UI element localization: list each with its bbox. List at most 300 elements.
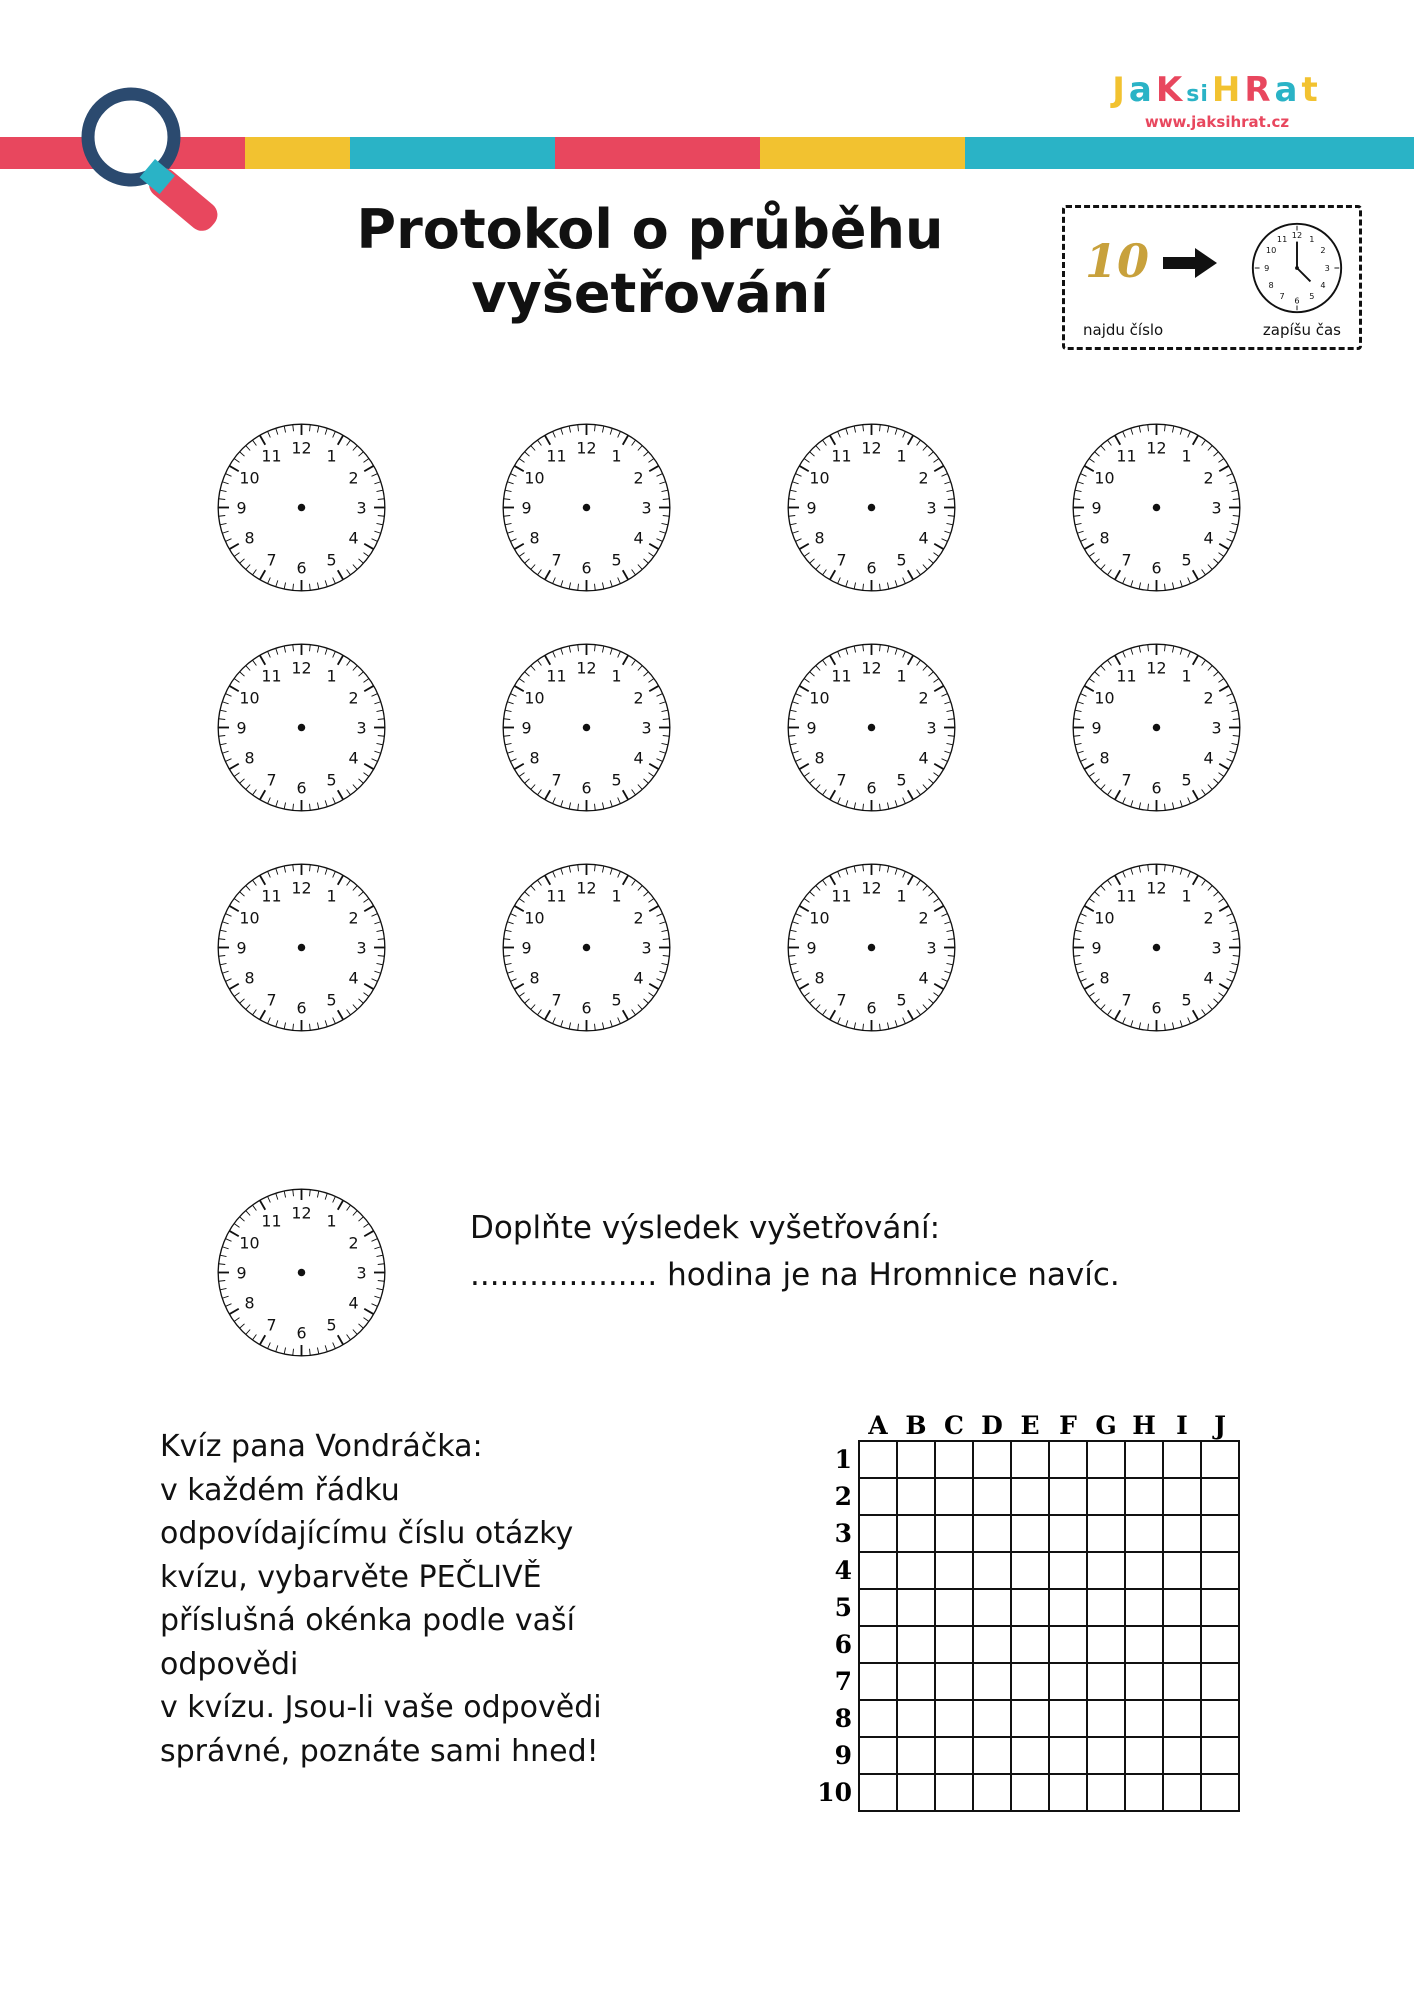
svg-text:6: 6 xyxy=(866,778,877,798)
quiz-cell-A10[interactable] xyxy=(859,1774,897,1811)
quiz-col-header-H: H xyxy=(1132,1410,1156,1440)
svg-text:9: 9 xyxy=(1091,718,1102,738)
quiz-cell-A3[interactable] xyxy=(859,1515,897,1552)
svg-text:10: 10 xyxy=(524,908,545,928)
quiz-cell-G4[interactable] xyxy=(1087,1552,1125,1589)
quiz-cell-F8[interactable] xyxy=(1049,1700,1087,1737)
svg-text:10: 10 xyxy=(239,908,260,928)
quiz-cell-F9[interactable] xyxy=(1049,1737,1087,1774)
svg-text:11: 11 xyxy=(1276,234,1288,245)
svg-text:10: 10 xyxy=(1094,908,1115,928)
quiz-cell-E7[interactable] xyxy=(1011,1663,1049,1700)
svg-text:1: 1 xyxy=(611,666,622,686)
svg-text:5: 5 xyxy=(611,550,622,570)
clock-11[interactable] xyxy=(784,860,959,1035)
svg-text:7: 7 xyxy=(1121,990,1132,1010)
svg-text:10: 10 xyxy=(239,468,260,488)
svg-text:9: 9 xyxy=(236,1263,247,1283)
svg-text:9: 9 xyxy=(1264,262,1270,273)
clock-1[interactable] xyxy=(214,420,389,595)
quiz-cell-G2[interactable] xyxy=(1087,1478,1125,1515)
svg-text:11: 11 xyxy=(831,886,852,906)
quiz-col-header-G: G xyxy=(1095,1410,1117,1440)
svg-text:7: 7 xyxy=(836,770,847,790)
svg-text:1: 1 xyxy=(896,886,907,906)
quiz-cell-G6[interactable] xyxy=(1087,1626,1125,1663)
clock-4[interactable] xyxy=(1069,420,1244,595)
quiz-cell-H6[interactable] xyxy=(1125,1626,1163,1663)
quiz-cell-J1[interactable] xyxy=(1201,1441,1239,1478)
quiz-cell-G5[interactable] xyxy=(1087,1589,1125,1626)
svg-text:6: 6 xyxy=(1294,295,1300,306)
svg-text:4: 4 xyxy=(1203,748,1214,768)
quiz-cell-A8[interactable] xyxy=(859,1700,897,1737)
svg-text:5: 5 xyxy=(896,990,907,1010)
clock-12[interactable] xyxy=(1069,860,1244,1035)
fill-in-line2[interactable]: ................... hodina je na Hromnice navíc. xyxy=(470,1256,1120,1293)
quiz-cell-F3[interactable] xyxy=(1049,1515,1087,1552)
svg-text:5: 5 xyxy=(1181,990,1192,1010)
quiz-cell-F10[interactable] xyxy=(1049,1774,1087,1811)
quiz-cell-A4[interactable] xyxy=(859,1552,897,1589)
svg-text:4: 4 xyxy=(918,748,929,768)
svg-text:1: 1 xyxy=(1181,446,1192,466)
svg-text:1: 1 xyxy=(1181,666,1192,686)
svg-text:12: 12 xyxy=(576,438,597,458)
svg-text:1: 1 xyxy=(326,666,337,686)
svg-text:11: 11 xyxy=(1116,886,1137,906)
svg-text:9: 9 xyxy=(1091,938,1102,958)
svg-text:2: 2 xyxy=(633,688,644,708)
quiz-instructions xyxy=(160,1425,760,1773)
svg-text:3: 3 xyxy=(641,938,652,958)
svg-text:10: 10 xyxy=(239,1233,260,1253)
quiz-cell-I3[interactable] xyxy=(1163,1515,1201,1552)
svg-text:4: 4 xyxy=(918,968,929,988)
arrow-right-icon xyxy=(1163,246,1218,280)
quiz-cell-C10[interactable] xyxy=(935,1774,973,1811)
quiz-cell-C3[interactable] xyxy=(935,1515,973,1552)
clock-10[interactable] xyxy=(499,860,674,1035)
quiz-cell-H8[interactable] xyxy=(1125,1700,1163,1737)
quiz-line-2: v každém řádku xyxy=(160,1472,400,1508)
quiz-cell-E2[interactable] xyxy=(1011,1478,1049,1515)
quiz-cell-B1[interactable] xyxy=(897,1441,935,1478)
quiz-col-header-D: D xyxy=(981,1410,1003,1440)
svg-text:8: 8 xyxy=(1099,748,1110,768)
quiz-cell-A9[interactable] xyxy=(859,1737,897,1774)
quiz-cell-D9[interactable] xyxy=(973,1737,1011,1774)
quiz-cell-C1[interactable] xyxy=(935,1441,973,1478)
clock-row-1 xyxy=(214,420,1222,595)
svg-text:12: 12 xyxy=(1146,878,1167,898)
svg-text:2: 2 xyxy=(1203,908,1214,928)
svg-text:2: 2 xyxy=(348,468,359,488)
quiz-cell-C5[interactable] xyxy=(935,1589,973,1626)
quiz-row-header-4: 4 xyxy=(834,1556,852,1585)
svg-text:5: 5 xyxy=(611,990,622,1010)
svg-text:10: 10 xyxy=(809,908,830,928)
svg-text:5: 5 xyxy=(326,770,337,790)
svg-text:7: 7 xyxy=(266,550,277,570)
svg-text:9: 9 xyxy=(236,718,247,738)
quiz-row-header-9: 9 xyxy=(834,1741,852,1770)
svg-text:7: 7 xyxy=(266,1315,277,1335)
quiz-cell-J3[interactable] xyxy=(1201,1515,1239,1552)
quiz-cell-C7[interactable] xyxy=(935,1663,973,1700)
svg-text:1: 1 xyxy=(1181,886,1192,906)
svg-text:8: 8 xyxy=(244,528,255,548)
svg-text:9: 9 xyxy=(806,498,817,518)
svg-text:10: 10 xyxy=(524,468,545,488)
quiz-line-1: Kvíz pana Vondráčka: xyxy=(160,1429,483,1464)
quiz-cell-C2[interactable] xyxy=(935,1478,973,1515)
svg-text:3: 3 xyxy=(1324,262,1330,273)
quiz-row-header-3: 3 xyxy=(834,1519,852,1548)
svg-text:4: 4 xyxy=(1203,968,1214,988)
fill-in-line1: Doplňte výsledek vyšetřování: xyxy=(470,1210,941,1246)
quiz-cell-D10[interactable] xyxy=(973,1774,1011,1811)
svg-text:12: 12 xyxy=(576,658,597,678)
quiz-grid-corner xyxy=(815,1410,859,1441)
brand-letter-2: a xyxy=(1128,70,1153,110)
quiz-grid-row-9 xyxy=(815,1737,1239,1774)
quiz-grid-row-7 xyxy=(815,1663,1239,1700)
quiz-cell-B5[interactable] xyxy=(897,1589,935,1626)
page-title-line2: vyšetřování xyxy=(471,261,829,325)
quiz-grid-row-2 xyxy=(815,1478,1239,1515)
svg-text:4: 4 xyxy=(633,968,644,988)
brand-letter-5: H xyxy=(1211,70,1242,110)
svg-text:1: 1 xyxy=(611,446,622,466)
quiz-cell-G10[interactable] xyxy=(1087,1774,1125,1811)
quiz-col-header-E: E xyxy=(1020,1410,1040,1440)
svg-text:9: 9 xyxy=(1091,498,1102,518)
svg-text:11: 11 xyxy=(261,446,282,466)
quiz-line-6: odpovědi xyxy=(160,1646,299,1682)
svg-text:6: 6 xyxy=(581,558,592,578)
svg-text:4: 4 xyxy=(1320,280,1326,291)
svg-text:8: 8 xyxy=(529,528,540,548)
clock-row-3 xyxy=(214,860,1222,1035)
quiz-cell-C9[interactable] xyxy=(935,1737,973,1774)
quiz-cell-E9[interactable] xyxy=(1011,1737,1049,1774)
quiz-grid-row-10 xyxy=(815,1774,1239,1811)
quiz-line-4: kvízu, vybarvěte PEČLIVĚ xyxy=(160,1559,542,1595)
brand-letter-4: si xyxy=(1186,82,1209,107)
quiz-cell-H2[interactable] xyxy=(1125,1478,1163,1515)
quiz-cell-A5[interactable] xyxy=(859,1589,897,1626)
svg-text:5: 5 xyxy=(896,550,907,570)
svg-text:4: 4 xyxy=(633,528,644,548)
quiz-cell-A6[interactable] xyxy=(859,1626,897,1663)
band-segment-6 xyxy=(965,137,1414,169)
quiz-cell-D6[interactable] xyxy=(973,1626,1011,1663)
quiz-cell-H9[interactable] xyxy=(1125,1737,1163,1774)
svg-text:5: 5 xyxy=(326,990,337,1010)
quiz-cell-I5[interactable] xyxy=(1163,1589,1201,1626)
svg-text:11: 11 xyxy=(261,666,282,686)
svg-text:9: 9 xyxy=(806,718,817,738)
svg-text:11: 11 xyxy=(546,666,567,686)
quiz-cell-B6[interactable] xyxy=(897,1626,935,1663)
clock-13[interactable] xyxy=(214,1185,389,1360)
svg-text:3: 3 xyxy=(356,718,367,738)
quiz-cell-E10[interactable] xyxy=(1011,1774,1049,1811)
svg-text:10: 10 xyxy=(524,688,545,708)
svg-text:8: 8 xyxy=(244,748,255,768)
svg-text:3: 3 xyxy=(926,498,937,518)
svg-text:6: 6 xyxy=(1151,778,1162,798)
quiz-cell-E5[interactable] xyxy=(1011,1589,1049,1626)
quiz-row-header-8: 8 xyxy=(834,1704,852,1733)
quiz-cell-A7[interactable] xyxy=(859,1663,897,1700)
svg-text:10: 10 xyxy=(809,688,830,708)
quiz-cell-I2[interactable] xyxy=(1163,1478,1201,1515)
clock-8[interactable] xyxy=(1069,640,1244,815)
svg-text:8: 8 xyxy=(529,968,540,988)
svg-text:6: 6 xyxy=(581,778,592,798)
quiz-cell-F4[interactable] xyxy=(1049,1552,1087,1589)
svg-text:7: 7 xyxy=(551,770,562,790)
quiz-cell-B7[interactable] xyxy=(897,1663,935,1700)
svg-text:11: 11 xyxy=(546,446,567,466)
svg-text:7: 7 xyxy=(551,550,562,570)
svg-text:4: 4 xyxy=(918,528,929,548)
quiz-cell-J5[interactable] xyxy=(1201,1589,1239,1626)
clock-6[interactable] xyxy=(499,640,674,815)
clock-grid xyxy=(214,420,1222,1080)
quiz-cell-D2[interactable] xyxy=(973,1478,1011,1515)
quiz-cell-I7[interactable] xyxy=(1163,1663,1201,1700)
quiz-cell-F7[interactable] xyxy=(1049,1663,1087,1700)
svg-text:3: 3 xyxy=(1211,938,1222,958)
svg-text:8: 8 xyxy=(244,1293,255,1313)
svg-text:12: 12 xyxy=(291,878,312,898)
svg-text:10: 10 xyxy=(809,468,830,488)
svg-text:5: 5 xyxy=(611,770,622,790)
quiz-cell-J10[interactable] xyxy=(1201,1774,1239,1811)
quiz-cell-D8[interactable] xyxy=(973,1700,1011,1737)
quiz-grid-row-5 xyxy=(815,1589,1239,1626)
svg-text:7: 7 xyxy=(1121,550,1132,570)
svg-text:2: 2 xyxy=(633,908,644,928)
svg-text:2: 2 xyxy=(348,1233,359,1253)
quiz-cell-B2[interactable] xyxy=(897,1478,935,1515)
quiz-cell-C4[interactable] xyxy=(935,1552,973,1589)
svg-text:8: 8 xyxy=(814,748,825,768)
svg-text:5: 5 xyxy=(1181,550,1192,570)
quiz-cell-G8[interactable] xyxy=(1087,1700,1125,1737)
quiz-grid-row-8 xyxy=(815,1700,1239,1737)
quiz-line-5: příslušná okénka podle vaší xyxy=(160,1603,576,1638)
quiz-cell-J2[interactable] xyxy=(1201,1478,1239,1515)
quiz-cell-H3[interactable] xyxy=(1125,1515,1163,1552)
quiz-line-8: správné, poznáte sami hned! xyxy=(160,1733,599,1769)
svg-text:12: 12 xyxy=(1146,438,1167,458)
svg-text:8: 8 xyxy=(1268,280,1274,291)
legend-box xyxy=(1062,205,1362,350)
brand-url: www.jaksihrat.cz xyxy=(1144,113,1290,132)
svg-text:12: 12 xyxy=(291,438,312,458)
svg-text:7: 7 xyxy=(836,990,847,1010)
svg-text:3: 3 xyxy=(1211,718,1222,738)
quiz-cell-B4[interactable] xyxy=(897,1552,935,1589)
svg-text:8: 8 xyxy=(1099,528,1110,548)
svg-text:12: 12 xyxy=(1146,658,1167,678)
quiz-cell-E8[interactable] xyxy=(1011,1700,1049,1737)
svg-text:2: 2 xyxy=(1203,688,1214,708)
legend-caption-left: najdu číslo xyxy=(1083,321,1164,339)
svg-text:4: 4 xyxy=(633,748,644,768)
quiz-cell-I8[interactable] xyxy=(1163,1700,1201,1737)
quiz-cell-B3[interactable] xyxy=(897,1515,935,1552)
quiz-cell-H10[interactable] xyxy=(1125,1774,1163,1811)
quiz-cell-I10[interactable] xyxy=(1163,1774,1201,1811)
quiz-cell-F1[interactable] xyxy=(1049,1441,1087,1478)
legend-number: 10 xyxy=(1085,234,1150,288)
svg-text:1: 1 xyxy=(896,446,907,466)
band-segment-3 xyxy=(350,137,555,169)
quiz-answer-grid[interactable] xyxy=(815,1410,1240,1812)
quiz-row-header-1: 1 xyxy=(834,1445,852,1474)
clock-row-2 xyxy=(214,640,1222,815)
quiz-cell-E4[interactable] xyxy=(1011,1552,1049,1589)
svg-text:9: 9 xyxy=(521,498,532,518)
quiz-row-header-7: 7 xyxy=(834,1667,852,1696)
quiz-cell-G9[interactable] xyxy=(1087,1737,1125,1774)
svg-text:3: 3 xyxy=(1211,498,1222,518)
svg-text:9: 9 xyxy=(521,718,532,738)
clock-5[interactable] xyxy=(214,640,389,815)
quiz-cell-I9[interactable] xyxy=(1163,1737,1201,1774)
quiz-cell-E1[interactable] xyxy=(1011,1441,1049,1478)
svg-text:10: 10 xyxy=(1094,468,1115,488)
quiz-cell-F6[interactable] xyxy=(1049,1626,1087,1663)
svg-text:6: 6 xyxy=(866,998,877,1018)
quiz-cell-F5[interactable] xyxy=(1049,1589,1087,1626)
svg-text:4: 4 xyxy=(348,748,359,768)
quiz-col-header-J: J xyxy=(1214,1410,1226,1440)
quiz-cell-J9[interactable] xyxy=(1201,1737,1239,1774)
svg-text:9: 9 xyxy=(806,938,817,958)
svg-text:1: 1 xyxy=(326,446,337,466)
svg-text:11: 11 xyxy=(1116,666,1137,686)
svg-text:12: 12 xyxy=(291,1203,312,1223)
quiz-grid-row-3 xyxy=(815,1515,1239,1552)
quiz-cell-B9[interactable] xyxy=(897,1737,935,1774)
svg-text:3: 3 xyxy=(926,938,937,958)
quiz-cell-I1[interactable] xyxy=(1163,1441,1201,1478)
brand-letter-8: t xyxy=(1301,70,1319,110)
quiz-cell-D3[interactable] xyxy=(973,1515,1011,1552)
svg-text:12: 12 xyxy=(576,878,597,898)
brand-logo xyxy=(1072,72,1362,109)
svg-text:4: 4 xyxy=(348,1293,359,1313)
svg-text:10: 10 xyxy=(239,688,260,708)
quiz-cell-F2[interactable] xyxy=(1049,1478,1087,1515)
clock-9[interactable] xyxy=(214,860,389,1035)
svg-text:12: 12 xyxy=(861,438,882,458)
quiz-line-3: odpovídajícímu číslu otázky xyxy=(160,1516,574,1551)
svg-text:12: 12 xyxy=(291,658,312,678)
clock-2[interactable] xyxy=(499,420,674,595)
quiz-cell-A2[interactable] xyxy=(859,1478,897,1515)
quiz-cell-D5[interactable] xyxy=(973,1589,1011,1626)
svg-text:7: 7 xyxy=(836,550,847,570)
svg-text:8: 8 xyxy=(1099,968,1110,988)
quiz-cell-H7[interactable] xyxy=(1125,1663,1163,1700)
brand-letter-3: K xyxy=(1155,70,1184,110)
svg-text:8: 8 xyxy=(244,968,255,988)
quiz-cell-I4[interactable] xyxy=(1163,1552,1201,1589)
quiz-col-header-A: A xyxy=(868,1410,888,1440)
quiz-row-header-6: 6 xyxy=(834,1630,852,1659)
svg-text:7: 7 xyxy=(266,770,277,790)
quiz-cell-H1[interactable] xyxy=(1125,1441,1163,1478)
quiz-cell-D7[interactable] xyxy=(973,1663,1011,1700)
svg-text:2: 2 xyxy=(1320,245,1326,256)
svg-text:1: 1 xyxy=(326,886,337,906)
svg-text:8: 8 xyxy=(814,968,825,988)
svg-text:2: 2 xyxy=(918,908,929,928)
svg-text:4: 4 xyxy=(348,968,359,988)
quiz-cell-J7[interactable] xyxy=(1201,1663,1239,1700)
svg-text:6: 6 xyxy=(296,1323,307,1343)
svg-text:11: 11 xyxy=(261,1211,282,1231)
quiz-row-header-10: 10 xyxy=(817,1778,852,1807)
svg-text:3: 3 xyxy=(641,718,652,738)
quiz-cell-G7[interactable] xyxy=(1087,1663,1125,1700)
svg-text:3: 3 xyxy=(356,938,367,958)
quiz-cell-B10[interactable] xyxy=(897,1774,935,1811)
quiz-cell-C6[interactable] xyxy=(935,1626,973,1663)
quiz-cell-E3[interactable] xyxy=(1011,1515,1049,1552)
quiz-cell-D4[interactable] xyxy=(973,1552,1011,1589)
svg-text:2: 2 xyxy=(1203,468,1214,488)
svg-text:8: 8 xyxy=(814,528,825,548)
svg-text:4: 4 xyxy=(1203,528,1214,548)
svg-text:7: 7 xyxy=(551,990,562,1010)
quiz-cell-D1[interactable] xyxy=(973,1441,1011,1478)
clock-3[interactable] xyxy=(784,420,959,595)
quiz-grid-header-row xyxy=(815,1410,1239,1441)
quiz-cell-B8[interactable] xyxy=(897,1700,935,1737)
quiz-cell-G3[interactable] xyxy=(1087,1515,1125,1552)
quiz-cell-H4[interactable] xyxy=(1125,1552,1163,1589)
svg-text:11: 11 xyxy=(831,666,852,686)
svg-text:9: 9 xyxy=(236,938,247,958)
quiz-cell-J4[interactable] xyxy=(1201,1552,1239,1589)
quiz-cell-G1[interactable] xyxy=(1087,1441,1125,1478)
quiz-cell-I6[interactable] xyxy=(1163,1626,1201,1663)
svg-text:9: 9 xyxy=(521,938,532,958)
quiz-cell-E6[interactable] xyxy=(1011,1626,1049,1663)
quiz-row-header-5: 5 xyxy=(834,1593,852,1622)
brand-block xyxy=(1072,72,1362,131)
svg-text:8: 8 xyxy=(529,748,540,768)
quiz-cell-J8[interactable] xyxy=(1201,1700,1239,1737)
quiz-cell-H5[interactable] xyxy=(1125,1589,1163,1626)
fill-in-block xyxy=(470,1205,1270,1298)
quiz-cell-J6[interactable] xyxy=(1201,1626,1239,1663)
svg-text:2: 2 xyxy=(918,688,929,708)
quiz-cell-A1[interactable] xyxy=(859,1441,897,1478)
svg-text:4: 4 xyxy=(348,528,359,548)
quiz-grid-row-4 xyxy=(815,1552,1239,1589)
quiz-cell-C8[interactable] xyxy=(935,1700,973,1737)
clock-7[interactable] xyxy=(784,640,959,815)
